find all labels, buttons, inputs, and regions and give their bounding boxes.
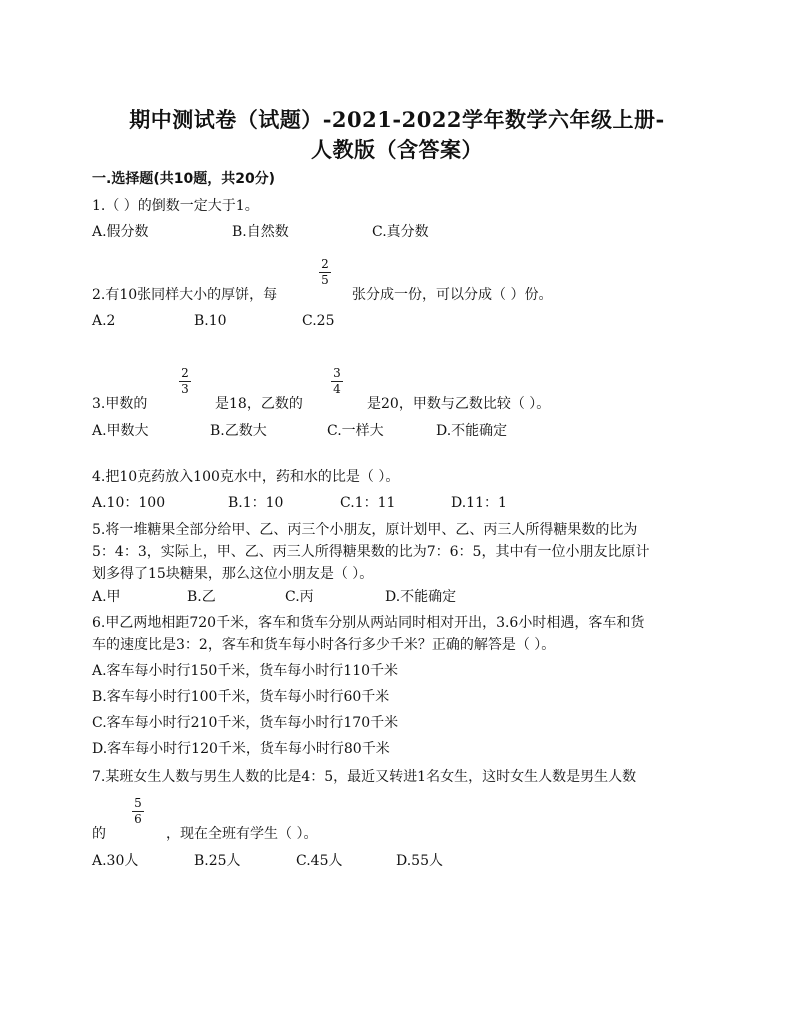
- q4-option-a: A.10：100: [92, 495, 166, 511]
- section-heading: 一.选择题(共10题，共20分): [92, 171, 276, 187]
- question-2-part-2: 张分成一份，可以分成（ ）份。: [352, 287, 553, 303]
- q6-option-b: B.客车每小时行100千米，货车每小时行60千米: [92, 689, 390, 705]
- question-5-line-1: 5.将一堆糖果全部分给甲、乙、丙三个小朋友，原计划甲、乙、丙三人所得糖果数的比为: [92, 522, 638, 538]
- question-3-part-1: 3.甲数的: [92, 396, 148, 412]
- q3-option-b: B.乙数大: [210, 423, 267, 439]
- question-6-line-2: 车的速度比是3：2，客车和货车每小时各行多少千米？正确的解答是（ ）。: [92, 637, 556, 653]
- page-title-line-1: 期中测试卷（试题）-2021-2022学年数学六年级上册-: [129, 107, 665, 132]
- q5-option-b: B.乙: [187, 589, 216, 605]
- q3-option-d: D.不能确定: [436, 423, 508, 439]
- question-3-part-2: 是18，乙数的: [215, 396, 303, 412]
- question-5-line-3: 划多得了15块糖果，那么这位小朋友是（ ）。: [92, 566, 374, 582]
- q4-option-b: B.1：10: [228, 495, 284, 511]
- question-3-part-3: 是20，甲数与乙数比较（ ）。: [367, 396, 551, 412]
- q7-fraction: [130, 797, 146, 826]
- q5-option-c: C.丙: [285, 589, 314, 605]
- q7-option-c: C.45人: [296, 853, 343, 869]
- q2-fraction: [317, 258, 333, 287]
- q3-fraction-2-denominator: 4: [333, 382, 341, 396]
- q2-fraction-numerator: 2: [321, 257, 329, 271]
- q5-option-a: A.甲: [92, 589, 121, 605]
- q7-fraction-denominator: 6: [134, 812, 142, 826]
- q3-fraction-1: [177, 367, 193, 396]
- q7-fraction-numerator: 5: [134, 796, 142, 810]
- q1-option-c: C.真分数: [372, 224, 429, 240]
- page-title-line-2: 人教版（含答案）: [311, 137, 483, 162]
- question-7-line-1: 7.某班女生人数与男生人数的比是4：5，最近又转进1名女生，这时女生人数是男生人数: [92, 769, 637, 785]
- question-4: 4.把10克药放入100克水中，药和水的比是（ ）。: [92, 469, 400, 485]
- q2-option-b: B.10: [194, 313, 227, 329]
- question-2-part-1: 2.有10张同样大小的厚饼，每: [92, 287, 278, 303]
- q2-fraction-denominator: 5: [321, 273, 329, 287]
- q6-option-d: D.客车每小时行120千米，货车每小时行80千米: [92, 741, 390, 757]
- question-1: 1.（ ）的倒数一定大于1。: [92, 198, 259, 214]
- q6-option-a: A.客车每小时行150千米，货车每小时行110千米: [92, 663, 399, 679]
- q3-option-c: C.一样大: [327, 423, 384, 439]
- q7-option-a: A.30人: [92, 853, 139, 869]
- q1-option-a: A.假分数: [92, 224, 149, 240]
- question-7-part-1: 的: [92, 826, 106, 842]
- question-5-line-2: 5：4：3，实际上，甲、乙、丙三人所得糖果数的比为7：6：5，其中有一位小朋友比原计: [92, 544, 650, 560]
- q4-option-c: C.1：11: [340, 495, 396, 511]
- q3-fraction-1-denominator: 3: [181, 382, 189, 396]
- q7-option-d: D.55人: [396, 853, 443, 869]
- q1-option-b: B.自然数: [232, 224, 289, 240]
- q4-option-d: D.11：1: [451, 495, 507, 511]
- q2-option-a: A.2: [92, 313, 116, 329]
- question-6-line-1: 6.甲乙两地相距720千米，客车和货车分别从两站同时相对开出，3.6小时相遇，客车和货: [92, 615, 645, 631]
- q6-option-c: C.客车每小时行210千米，货车每小时行170千米: [92, 715, 399, 731]
- q3-fraction-2-numerator: 3: [333, 366, 341, 380]
- q2-option-c: C.25: [302, 313, 335, 329]
- q7-option-b: B.25人: [194, 853, 241, 869]
- q3-fraction-2: [329, 367, 345, 396]
- question-7-part-2: ，现在全班有学生（ ）。: [166, 826, 318, 842]
- q3-option-a: A.甲数大: [92, 423, 149, 439]
- q5-option-d: D.不能确定: [385, 589, 457, 605]
- q3-fraction-1-numerator: 2: [181, 366, 189, 380]
